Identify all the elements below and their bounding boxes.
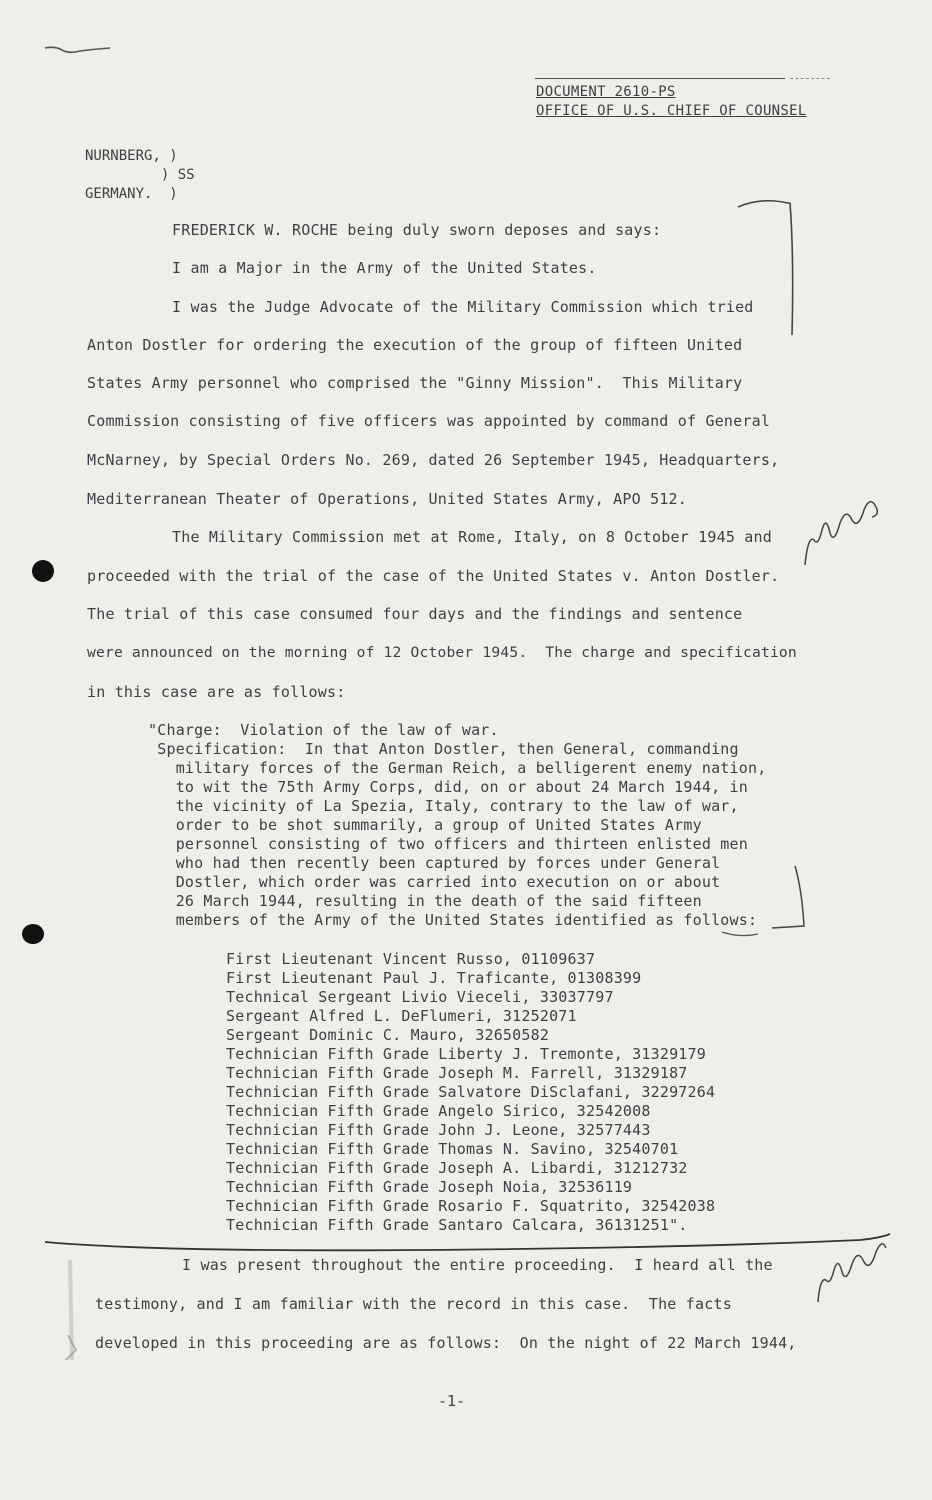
- charge-line: "Charge: Violation of the law of war.: [148, 721, 499, 739]
- specification-line: to wit the 75th Army Corps, did, on or about 24 March 1944, in: [148, 778, 748, 796]
- paragraph-line: The trial of this case consumed four days and the findings and sentence: [87, 605, 743, 623]
- paragraph-line: Anton Dostler for ordering the execution of the group of fifteen United: [87, 336, 743, 354]
- specification-line: 26 March 1944, resulting in the death of the said fifteen: [148, 892, 702, 910]
- personnel-entry: First Lieutenant Vincent Russo, 01109637: [226, 950, 596, 968]
- specification-line: personnel consisting of two officers and thirteen enlisted men: [148, 835, 748, 853]
- specification-line: Dostler, which order was carried into execution on or about: [148, 873, 721, 891]
- venue-line-2: ) SS: [85, 167, 195, 183]
- header-rule-dashed: [790, 78, 830, 79]
- specification-line: members of the Army of the United States identified as follows:: [148, 911, 758, 929]
- handwritten-initials-mark: [800, 485, 890, 575]
- personnel-entry: First Lieutenant Paul J. Traficante, 01308399: [226, 969, 642, 987]
- personnel-entry: Sergeant Alfred L. DeFlumeri, 31252071: [226, 1007, 577, 1025]
- personnel-entry: Technician Fifth Grade John J. Leone, 32577443: [226, 1121, 651, 1139]
- document-number: DOCUMENT 2610-PS: [536, 84, 676, 100]
- page-number: -1-: [438, 1392, 466, 1410]
- personnel-entry: Technician Fifth Grade Liberty J. Tremonte, 31329179: [226, 1045, 706, 1063]
- paragraph-line: developed in this proceeding are as follows: On the night of 22 March 1944,: [95, 1334, 797, 1352]
- specification-line: order to be shot summarily, a group of United States Army: [148, 816, 702, 834]
- personnel-entry: Technician Fifth Grade Santaro Calcara, 36131251".: [226, 1216, 688, 1234]
- paragraph-line: States Army personnel who comprised the "Ginny Mission". This Military: [87, 374, 743, 392]
- handwritten-bracket-mark: [700, 860, 820, 950]
- personnel-entry: Technician Fifth Grade Rosario F. Squatrito, 32542038: [226, 1197, 716, 1215]
- paragraph-line: in this case are as follows:: [87, 683, 346, 701]
- margin-smudge-mark: [60, 1250, 100, 1370]
- paragraph-line: The Military Commission met at Rome, Italy, on 8 October 1945 and: [172, 528, 772, 546]
- personnel-entry: Technician Fifth Grade Salvatore DiSclafani, 32297264: [226, 1083, 716, 1101]
- paragraph-line: Commission consisting of five officers was appointed by command of General: [87, 412, 771, 430]
- paragraph-line: I was present throughout the entire proceeding. I heard all the: [182, 1256, 773, 1274]
- specification-line: military forces of the German Reich, a belligerent enemy nation,: [148, 759, 767, 777]
- office-title: OFFICE OF U.S. CHIEF OF COUNSEL: [536, 103, 807, 119]
- specification-line: Specification: In that Anton Dostler, then General, commanding: [148, 740, 739, 758]
- personnel-entry: Technician Fifth Grade Joseph Noia, 32536119: [226, 1178, 633, 1196]
- paragraph-line: McNarney, by Special Orders No. 269, dated 26 September 1945, Headquarters,: [87, 451, 780, 469]
- personnel-entry: Sergeant Dominic C. Mauro, 32650582: [226, 1026, 550, 1044]
- paragraph-line: testimony, and I am familiar with the record in this case. The facts: [95, 1295, 732, 1313]
- handwritten-bracket-mark: [730, 195, 810, 355]
- personnel-entry: Technician Fifth Grade Angelo Sirico, 32542008: [226, 1102, 651, 1120]
- handwritten-initials-mark: [808, 1222, 898, 1312]
- paragraph-line: I was the Judge Advocate of the Military Commission which tried: [172, 298, 754, 316]
- personnel-entry: Technician Fifth Grade Joseph A. Libardi, 31212732: [226, 1159, 688, 1177]
- header-rule: [535, 78, 785, 79]
- handwritten-underline-mark: [40, 1230, 900, 1270]
- paragraph-line: Mediterranean Theater of Operations, United States Army, APO 512.: [87, 490, 687, 508]
- personnel-entry: Technician Fifth Grade Thomas N. Savino, 32540701: [226, 1140, 679, 1158]
- deponent-rank: I am a Major in the Army of the United States.: [172, 259, 597, 277]
- personnel-entry: Technical Sergeant Livio Vieceli, 33037797: [226, 988, 614, 1006]
- venue-line-3: GERMANY. ): [85, 186, 178, 202]
- deposition-intro: FREDERICK W. ROCHE being duly sworn deposes and says:: [172, 221, 662, 239]
- specification-line: who had then recently been captured by forces under General: [148, 854, 721, 872]
- pen-scribble-mark: [40, 40, 120, 60]
- punch-hole-mark: [32, 560, 54, 582]
- paragraph-line: were announced on the morning of 12 October 1945. The charge and specification: [87, 644, 797, 661]
- venue-line-1: NURNBERG, ): [85, 148, 178, 164]
- punch-hole-mark: [22, 924, 44, 944]
- personnel-entry: Technician Fifth Grade Joseph M. Farrell, 31329187: [226, 1064, 688, 1082]
- specification-line: the vicinity of La Spezia, Italy, contrary to the law of war,: [148, 797, 739, 815]
- paragraph-line: proceeded with the trial of the case of the United States v. Anton Dostler.: [87, 567, 780, 585]
